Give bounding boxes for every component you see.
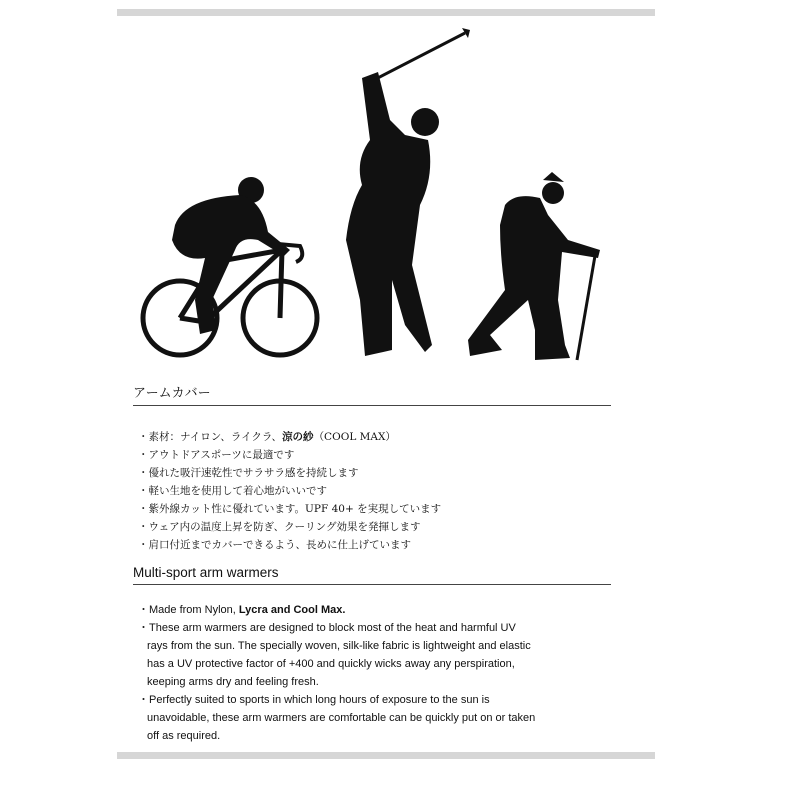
bottom-divider-bar <box>117 752 655 759</box>
en-section-heading: Multi-sport arm warmers <box>133 565 611 585</box>
sports-silhouettes-illustration <box>0 0 800 380</box>
jp-feature-item: ・肩口付近までカバーできるよう、長めに仕上げています <box>138 539 411 551</box>
golfer-silhouette <box>346 28 470 356</box>
jp-section-heading: アームカバー <box>133 382 611 406</box>
jp-feature-item: ・軽い生地を使用して着心地がいいです <box>138 485 327 497</box>
jp-feature-item: ・紫外線カット性に優れています。UPF 40+ を実現しています <box>138 503 442 515</box>
en-feature-item: ・These arm warmers are designed to block most of the heat and harmful UV rays from the sun. The specially woven, silk-like fabric is lightweight and elastic has a UV protective factor of +400 and quickly wicks away any perspiration, keeping arms dry and feeling fresh. <box>138 622 531 688</box>
jp-feature-list <box>138 428 441 554</box>
en-feature-item: ・Perfectly suited to sports in which long hours of exposure to the sun is unavoidable, these arm warmers are comfortable can be quickly put on or taken off as required. <box>138 694 536 742</box>
en-feature-item: ・Made from Nylon, Lycra and Cool Max. <box>138 604 346 616</box>
jp-feature-item: ・アウトドアスポーツに最適です <box>138 449 295 461</box>
en-feature-list <box>138 601 538 745</box>
jp-feature-item: ・ウェア内の温度上昇を防ぎ、クーリング効果を発揮します <box>138 521 421 533</box>
jp-feature-item: ・素材：ナイロン、ライクラ、涼の紗（COOL MAX） <box>138 431 396 443</box>
jp-feature-item: ・優れた吸汗速乾性でサラサラ感を持続します <box>138 467 359 479</box>
hiker-silhouette <box>468 172 600 360</box>
cyclist-silhouette <box>143 177 317 355</box>
